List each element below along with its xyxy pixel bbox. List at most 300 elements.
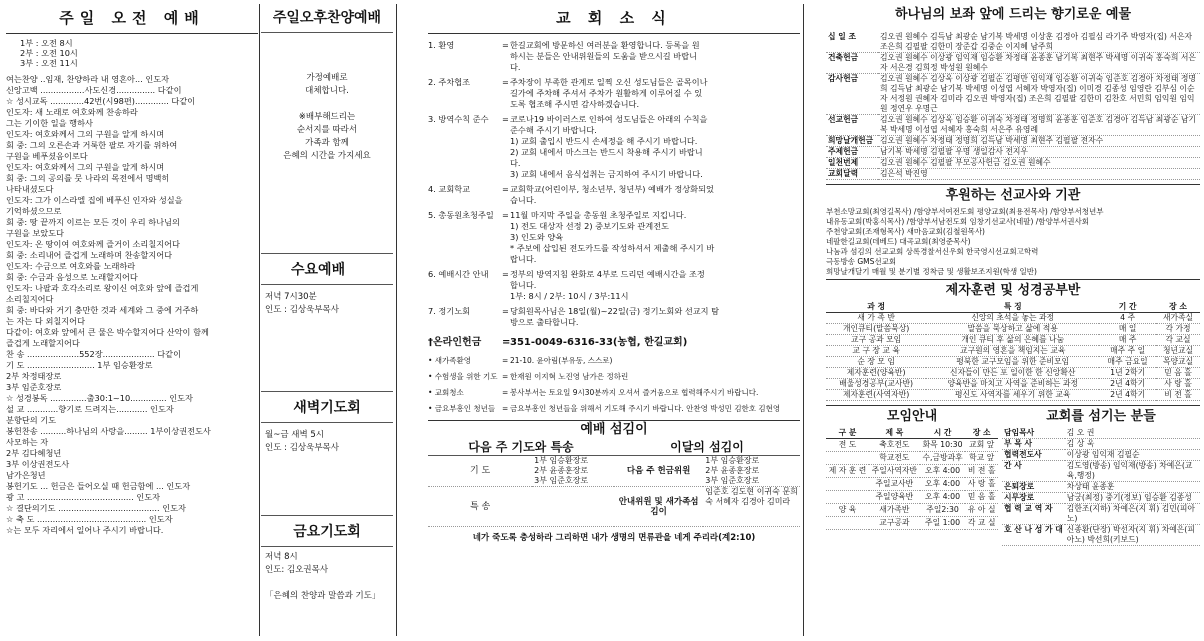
order-line: 2부 차정태장로 — [6, 371, 62, 381]
order-line: 회 중: 바다와 거기 충만한 것과 세계와 그 중에 거주하 — [6, 305, 199, 315]
order-line: 회 중: 수금과 음성으로 노래할지어다 — [6, 272, 138, 282]
divider — [803, 4, 804, 636]
training-col-head: 기 간 — [1099, 302, 1156, 313]
meeting-cell: 주일2:30 — [920, 504, 966, 517]
training-cell: 2년 4학기 — [1099, 379, 1156, 390]
training-cell: 매주 금요일 — [1099, 357, 1156, 368]
notice-label: • 교회청소 — [428, 388, 464, 397]
order-line: ☆ 성시교독 .............42번(시98편)............. 다같이 — [6, 96, 196, 106]
news-item: 7. 정기노회 = 당회원목사님은 18일(월)~22일(금) 정기노회와 선교지 탐 방으로 출타합니다. — [428, 306, 800, 328]
church-servants-title: 교회를 섬기는 분들 — [1046, 409, 1156, 424]
servant-row — [1002, 428, 1200, 439]
this-month-title: 이달의 섬김이 — [670, 440, 744, 454]
order-line: 3부 임준호장로 — [6, 382, 62, 392]
notice-item: • 새가족환영 = 21-10. 윤아림(부유동, 스스로) — [428, 356, 800, 366]
mission-line: 주천양교회(조재형목사) 새마음교회(김철원목사) — [826, 227, 985, 236]
servant-role: 간 사 — [1002, 461, 1065, 482]
meeting-cell: 주일사역자반 — [869, 465, 920, 478]
meeting-cell: 주일 1:00 — [920, 517, 966, 530]
training-header — [826, 302, 1200, 313]
news-item: 1. 환영 = 한길교회에 방문하신 여러분을 환영합니다. 등록을 원 하시는 분들은 안내위원들의 도움을 받으시길 바랍니 다. — [428, 40, 800, 73]
servants-table — [428, 456, 800, 527]
wednesday-service-body — [261, 291, 393, 317]
order-line: 분향단의 기도 — [6, 415, 57, 425]
news-line: 랍니다. — [510, 254, 537, 264]
prayer-label: 기 도 — [428, 456, 532, 487]
news-line: * 주보에 삽입된 전도카드를 작성하셔서 제출해 주시기 바 — [510, 243, 715, 253]
service-time: 2부 : 오전 10시 — [20, 48, 78, 58]
offering-row — [826, 115, 1200, 136]
order-line: 회 중: 그의 공의를 뭇 나라의 목전에서 명백히 — [6, 173, 170, 183]
order-line: 설 교 ............향기로 드려지는............ 인도자 — [6, 404, 174, 414]
order-line: 2부 김다혜청년 — [6, 448, 62, 458]
training-cell: 각 교실 — [1156, 335, 1200, 346]
news-line: 하시는 분들은 안내위원들의 도움을 받으시길 바랍니 — [510, 51, 698, 61]
meeting-cell: 교회 앞 — [965, 439, 998, 452]
special-song-label: 특 송 — [428, 487, 532, 527]
servant-row — [1002, 439, 1200, 450]
meeting-col-head: 시 간 — [920, 428, 966, 439]
divider — [396, 4, 397, 636]
meetings-title: 모임안내 — [886, 409, 938, 424]
mission-line: 희망날개달기 매월 및 분기별 정착금 및 생활보조지원(학생 일반) — [826, 267, 1037, 276]
notice-item: • 수험생을 위한 기도 = 한재원 이지혁 노진영 남가은 정하린 — [428, 372, 800, 382]
training-cell: 매주 주 일 — [1099, 346, 1156, 357]
order-line: 구원을 베푸셨음이로다 — [6, 151, 88, 161]
news-line: 길가에 주차해 주셔서 주차가 원활하게 이루어질 수 있 — [510, 88, 703, 98]
news-line: 1) 전도 대상자 선정 2) 중보기도와 관계전도 — [510, 221, 669, 231]
dawn-prayer — [261, 394, 393, 516]
meeting-row — [826, 478, 998, 491]
meeting-cell: 학교 앞 — [965, 452, 998, 465]
servant-role: 담임목사 — [1002, 428, 1065, 439]
order-line: ☆ 성경봉독 ..............출30:1~10.............. 인도자 — [6, 393, 193, 403]
afternoon-service-title: 주일오후찬양예배 — [261, 4, 393, 33]
order-line: 다같이: 여호와 앞에서 큰 물은 박수할지어다 산악이 함께 — [6, 327, 209, 337]
offering-kind: 일천번제 — [826, 158, 878, 169]
meeting-row — [826, 439, 998, 452]
training-row — [826, 357, 1200, 368]
news-line: 당회원목사님은 18일(월)~22일(금) 정기노회와 선교지 탐 — [510, 306, 720, 316]
mission-line: 부천소망교회(최영길목사) /함양부서여전도회 평양교회(최용전목사) /함양부서청년부 — [826, 207, 1104, 216]
service-time: 3부 : 오전 11시 — [20, 58, 78, 68]
offering-kind: 희망날개헌금 — [826, 136, 878, 147]
next-week-title: 다음 주 기도와 특송 — [468, 440, 574, 454]
offering-kind: 건축헌금 — [826, 53, 878, 74]
training-cell: 말씀을 묵상하고 삶에 적용 — [926, 324, 1099, 335]
order-line: 인도자: 나팔과 호각소리로 왕이신 여호와 앞에 즐겁게 — [6, 283, 199, 293]
body-line — [261, 59, 393, 72]
training-cell: 순 장 모 임 — [826, 357, 926, 368]
meeting-cell: 믿 음 홀 — [965, 491, 998, 504]
offering-names: 김오권 원혜수 차정태 정명희 김득남 박세명 최현주 김필팔 전자수 — [878, 136, 1200, 147]
meetings — [826, 406, 998, 546]
order-line: 남가은청년 — [6, 470, 46, 480]
meeting-cell: 오후 4:00 — [920, 478, 966, 491]
order-line: 봉헌찬송 ..........하나님의 사랑을......... 1부이상권전도사 — [6, 426, 211, 436]
training-cell: 제자훈련(양육반) — [826, 368, 926, 379]
order-line: 봉헌기도 ... 헌금은 들어오실 때 헌금함에 ... 인도자 — [6, 481, 191, 491]
order-line: 즐겁게 노래할지어다 — [6, 338, 80, 348]
training-title: 제자훈련 및 성경공부반 — [826, 279, 1200, 302]
offerings-table — [826, 32, 1200, 180]
online-offering: †온라인헌금 = 351-0049-6316-33(농협, 한길교회) — [428, 336, 800, 350]
guide-label: 안내위원 및 새가족섬김이 — [614, 487, 703, 527]
news-line: 준수해 주시기 바랍니다. — [510, 125, 597, 135]
meeting-cell: 수,금방과후 — [920, 452, 966, 465]
servant-role: 부 목 사 — [1002, 439, 1065, 450]
offering-names: 1부 임승환장로 2부 윤종훈장로 3부 임준호장로 — [703, 456, 800, 487]
meeting-col-head: 구 분 — [826, 428, 869, 439]
notice-text: 한재원 이지혁 노진영 남가은 정하린 — [510, 372, 629, 381]
offering-row — [826, 53, 1200, 74]
service-time: 1부 : 오전 8시 — [20, 38, 73, 48]
other-services-panel — [261, 4, 393, 636]
meeting-cell: 전 도 — [826, 439, 869, 452]
news-label: 4. 교회학교 — [428, 184, 471, 194]
body-line — [261, 98, 393, 111]
training-cell: 개인 큐티 후 삶의 은혜를 나눔 — [926, 335, 1099, 346]
meeting-header — [826, 428, 998, 439]
news-label: 1. 환영 — [428, 40, 455, 50]
order-line: 인도자: 새 노래로 여호와께 찬송하라 — [6, 107, 138, 117]
training-cell: 각 가정 — [1156, 324, 1200, 335]
news-items — [428, 40, 800, 328]
training-cell: 목양교실 — [1156, 357, 1200, 368]
order-line: 신앙고백 .................사도신경............... 다같이 — [6, 85, 182, 95]
training-cell: 개인큐티(말씀묵상) — [826, 324, 926, 335]
meeting-cell: 오후 4:00 — [920, 465, 966, 478]
order-line: 인도자: 수금으로 여호와를 노래하라 — [6, 261, 136, 271]
account-number: 351-0049-6316-33(농협, 한길교회) — [510, 337, 688, 348]
wednesday-service-title: 수요예배 — [261, 256, 393, 285]
morning-service-title: 주일 오전 예배 — [6, 4, 258, 34]
order-line: ☆는 모두 자리에서 일어나 주시기 바랍니다. — [6, 525, 164, 535]
meeting-cell: 비 전 홀 — [965, 465, 998, 478]
church-servants — [998, 406, 1200, 546]
offering-row — [826, 74, 1200, 115]
body-line: ※배부해드리는 — [298, 112, 356, 122]
offering-row — [826, 147, 1200, 158]
offering-names: 김은석 박진영 — [878, 169, 1200, 180]
news-line: 다. — [510, 158, 521, 168]
meeting-cell — [826, 478, 869, 491]
offering-label: 다음 주 헌금위원 — [614, 456, 703, 487]
news-label: 7. 정기노회 — [428, 306, 471, 316]
news-text — [510, 114, 800, 180]
training-cell: 신앙의 초석을 놓는 과정 — [926, 313, 1099, 324]
training-cell: 2년 4학기 — [1099, 390, 1156, 401]
meeting-cell: 오후 4:00 — [920, 491, 966, 504]
servant-role: 협력전도사 — [1002, 450, 1065, 461]
body-line: 대체합니다. — [305, 86, 349, 96]
news-text — [510, 269, 800, 302]
meetings-table — [826, 428, 998, 530]
news-text — [510, 77, 800, 110]
servant-names: 김 상 욱 — [1065, 439, 1200, 450]
meeting-cell: 주일교사반 — [869, 478, 920, 491]
friday-prayer-title: 금요기도회 — [261, 518, 393, 547]
news-line: 1) 교회 출입시 반드시 손세정을 해 주시기 바랍니다. — [510, 136, 698, 146]
training-row — [826, 335, 1200, 346]
training-row — [826, 390, 1200, 401]
training-table — [826, 302, 1200, 401]
training-row — [826, 324, 1200, 335]
mission-line: 나눔과 섬김의 선교교회 상록경찰서신우회 한국영시선교회고학력 — [826, 247, 1039, 256]
news-line: 합니다. — [510, 280, 537, 290]
news-item: 4. 교회학교 = 교회학교(어린이부, 청소년부, 청년부) 예배가 정상화되었 습니다. — [428, 184, 800, 206]
order-line: 나타내셨도다 — [6, 184, 54, 194]
order-line: 기억하셨으므로 — [6, 206, 62, 216]
notice-item: • 교회청소 = 봉사부서는 토요일 9시30분까지 오셔서 즐거움으로 협력해주시기 바랍니다. — [428, 388, 800, 398]
body-line: 저녁 7시30분 — [265, 292, 317, 302]
training-cell: 신자들이 만든 포 일이한 한 신앙확산 — [926, 368, 1099, 379]
training-col-head: 과 정 — [826, 302, 926, 313]
offering-kind: 감사헌금 — [826, 74, 878, 115]
news-line: 한길교회에 방문하신 여러분을 환영합니다. 등록을 원 — [510, 40, 700, 50]
servant-role: 은퇴장로 — [1002, 482, 1065, 493]
order-line: 여는찬양 ..임재, 찬양하라 내 영혼아... 인도자 — [6, 74, 170, 84]
news-item: 2. 주차협조 = 주차장이 부족한 관계로 일찍 오신 성도님들은 골목이나 길가에 주차해 주셔서 주차가 원활하게 이루어질 수 있 도록 협조해 주시면 감사하겠습니다. — [428, 77, 800, 110]
meeting-cell: 제 자 훈 련 — [826, 465, 869, 478]
missions-title: 후원하는 선교사와 기관 — [826, 184, 1200, 207]
short-notices — [428, 356, 800, 414]
meeting-cell — [826, 517, 869, 530]
servant-names: 남궁(최정) 중기(정보) 임승환 김종성 — [1065, 493, 1200, 504]
wednesday-service — [261, 256, 393, 392]
order-line: 회 중: 그의 오른손과 거룩한 팔로 자기를 위하여 — [6, 140, 178, 150]
body-line: 인도 : 김상욱부목사 — [265, 443, 339, 453]
meeting-col-head: 제 목 — [869, 428, 920, 439]
order-line: 회 중: 소리내어 즐겁게 노래하며 찬송할지어다 — [6, 250, 173, 260]
news-text — [510, 184, 800, 206]
offering-names: 김오권 원혜수 이상광 임익재 임승환 차정태 윤종훈 남기복 최현주 박세명 이귀숙 홍숙희 서은자 서은경 김희정 박성원 원혜수 — [878, 53, 1200, 74]
offering-kind: 주제헌금 — [826, 147, 878, 158]
servant-row — [1002, 493, 1200, 504]
offering-names: 남기복 박세명 김필팔 우명 생일감사 전지우 — [878, 147, 1200, 158]
order-line: 광 고 ......................................... 인도자 — [6, 492, 161, 502]
training-cell: 교 구 장 교 육 — [826, 346, 926, 357]
training-cell: 교구원의 영혼을 책임지는 교육 — [926, 346, 1099, 357]
notice-text: 21-10. 윤아림(부유동, 스스로) — [510, 356, 613, 365]
order-line: 사모하는 자 — [6, 437, 49, 447]
order-line: ☆ 결단의기도 ....................................... 인도자 — [6, 503, 186, 513]
training-row — [826, 346, 1200, 357]
training-row — [826, 313, 1200, 324]
servant-names: 김도영(방송) 임익재(방송) 차예은(교육,행정) — [1065, 461, 1200, 482]
offerings-panel — [826, 4, 1200, 636]
training-col-head: 특 징 — [926, 302, 1099, 313]
meeting-cell — [826, 452, 869, 465]
order-line: 인도자: 온 땅이여 여호와께 즐거이 소리칠지어다 — [6, 239, 180, 249]
news-line: 교회학교(어린이부, 청소년부, 청년부) 예배가 정상화되었 — [510, 184, 714, 194]
news-line: 습니다. — [510, 195, 537, 205]
servant-names: 차상태 윤종훈 — [1065, 482, 1200, 493]
mission-line: 내유동교회(박홍식목사) /함양부서남전도회 임창기선교사(네팔) /함양부서권사회 — [826, 217, 1089, 226]
training-cell: 믿 음 홀 — [1156, 368, 1200, 379]
meeting-cell: 화목 10:30 — [920, 439, 966, 452]
order-line: 인도자: 여호와께서 그의 구원을 알게 하시며 — [6, 162, 165, 172]
news-text — [510, 40, 800, 73]
meeting-cell: 주일양육반 — [869, 491, 920, 504]
offering-kind: 교회달력 — [826, 169, 878, 180]
servant-row — [1002, 482, 1200, 493]
meeting-cell: 각 교 실 — [965, 517, 998, 530]
servant-names: 이상광 임익재 김필순 — [1065, 450, 1200, 461]
meeting-row — [826, 465, 998, 478]
offering-names: 김오권 원혜수 김상욱 이상광 김필순 김평만 임익재 임승환 이귀숙 임준호 김경아 차정태 정명희 김득남 최광순 남기복 박세명 이성엽 서혜자 박영자(집) 이미경 김종성 임영란 김부심 이순자 서정원 권혜자 김미라 김오권 박영자(집) 조은희 김필팔 김한미 김찬호 서민희 임익원 임익원 정연우 우명근 — [878, 74, 1200, 115]
order-line: 는 자는 다 외칠지어다 — [6, 316, 85, 326]
training-cell: 양육반을 마치고 사역을 준비하는 과정 — [926, 379, 1099, 390]
servant-row — [1002, 461, 1200, 482]
guide-names: 임준호 김도현 이귀숙 문희숙 서혜자 김경아 김미라 — [703, 487, 800, 527]
worship-servants — [428, 420, 800, 543]
servant-names: 김한조(지하) 차예은(지 휘) 김민(피아노) — [1065, 504, 1200, 525]
training-cell: 매 주 — [1099, 335, 1156, 346]
training-cell: 평북한 교구모임을 위한 준비모임 — [926, 357, 1099, 368]
offering-names: 김오권 원혜수 김필팔 부모공사헌금 김오권 원혜수 — [878, 158, 1200, 169]
order-line: 3부 이상권전도사 — [6, 459, 70, 469]
training-cell: 제자훈련(사역자반) — [826, 390, 926, 401]
meeting-cell: 양 육 — [826, 504, 869, 517]
servant-names: 김 오 권 — [1065, 428, 1200, 439]
divider — [259, 4, 260, 636]
order-line: ☆ 축 도 .......................................... 인도자 — [6, 514, 173, 524]
offering-kind: 십 일 조 — [826, 32, 878, 53]
training-cell: 비 전 홀 — [1156, 390, 1200, 401]
mission-line: 극동방송 GMS선교회 — [826, 257, 897, 266]
news-text — [510, 306, 800, 328]
servant-role: 협 력 교 역 자 — [1002, 504, 1065, 525]
morning-service-panel — [6, 4, 258, 636]
offering-names: 김오권 원혜수 김상욱 임승환 이귀숙 차정태 정명희 윤종훈 임준호 김경아 김득남 최광순 남기복 박세명 이성엽 서혜자 홍숙희 서은주 유영례 — [878, 115, 1200, 136]
order-line: 그는 기이한 일을 행하사 — [6, 118, 93, 128]
servant-role: 시무장로 — [1002, 493, 1065, 504]
offering-row — [826, 136, 1200, 147]
offering-row — [826, 169, 1200, 180]
news-line: 정부의 방역지침 완화로 4부로 드리던 예배시간을 조정 — [510, 269, 705, 279]
servant-names: 신종환(단장) 박선자(지 휘) 차예은(피아노) 박선희(키보드) — [1065, 525, 1200, 546]
training-cell: 새가족실 — [1156, 313, 1200, 324]
order-line: 기 도 .......................... 1부 임승환장로 — [6, 360, 153, 370]
meeting-cell — [826, 491, 869, 504]
mission-line: 네팔한길교회(데베드) 대곡교회(최영준목사) — [826, 237, 971, 246]
servant-row — [1002, 504, 1200, 525]
body-line: 월~금 새벽 5시 — [265, 430, 324, 440]
news-line: 2) 교회 내에서 마스크는 반드시 착용해 주시기 바랍니 — [510, 147, 703, 157]
meeting-row — [826, 504, 998, 517]
meeting-row — [826, 491, 998, 504]
news-line: 다. — [510, 62, 521, 72]
body-line: 인도: 김오권목사 — [265, 565, 329, 575]
notice-text: 봉사부서는 토요일 9시30분까지 오셔서 즐거움으로 협력해주시기 바랍니다. — [510, 388, 759, 397]
friday-prayer — [261, 518, 393, 636]
news-line: 방으로 출타합니다. — [510, 317, 579, 327]
afternoon-service-body — [261, 59, 393, 163]
notice-label: • 수험생을 위한 기도 — [428, 372, 498, 381]
news-line: 코로나19 바이러스로 인하여 성도님들은 아래의 수칙을 — [510, 114, 708, 124]
servant-row — [1002, 450, 1200, 461]
order-of-service — [6, 74, 258, 536]
notice-label: • 새가족환영 — [428, 356, 472, 365]
news-label: 5. 총동원초청주일 — [428, 210, 494, 220]
body-line: 가정예배로 — [306, 73, 348, 83]
church-news-title: 교 회 소 식 — [428, 4, 800, 34]
body-line: 가족과 함께 — [305, 138, 349, 148]
offering-names: 김오권 원혜수 김득남 최광순 남기복 박세명 이상훈 김경아 김필심 라기주 박영자(집) 서은자 조은희 김필팔 김한미 장준갑 김중순 이지혜 남주희 — [878, 32, 1200, 53]
news-line: 11월 마지막 주일을 총동원 초청주일로 지킵니다. — [510, 210, 687, 220]
meeting-row — [826, 517, 998, 530]
news-item: 6. 예배시간 안내 = 정부의 방역지침 완화로 4부로 드리던 예배시간을 조정 합니다. 1부: 8시 / 2부: 10시 / 3부:11시 — [428, 269, 800, 302]
training-row — [826, 368, 1200, 379]
online-offering-label: †온라인헌금 — [428, 337, 482, 348]
dawn-prayer-body — [261, 429, 393, 455]
notice-text: 금요부흥인 청년들을 위해서 기도해 주시기 바랍니다. 안찬영 박성민 김한호 김현영 — [510, 404, 781, 413]
order-line: 소리칠지어다 — [6, 294, 54, 304]
meeting-row — [826, 452, 998, 465]
body-line: 순서지를 따라서 — [296, 125, 358, 135]
body-line — [265, 577, 393, 590]
training-cell: 4 주 — [1099, 313, 1156, 324]
training-cell: 배울성경공부(교사반) — [826, 379, 926, 390]
training-row — [826, 379, 1200, 390]
bible-verse: 네가 죽도록 충성하라 그리하면 내가 생명의 면류관을 네게 주리라(계2:10) — [472, 533, 756, 543]
news-line: 3) 인도와 양육 — [510, 232, 564, 242]
body-line: 인도 : 김상욱부목사 — [265, 305, 339, 315]
news-line: 도록 협조해 주시면 감사하겠습니다. — [510, 99, 640, 109]
notice-item: • 금요부흥인 청년들 = 금요부흥인 청년들을 위해서 기도해 주시기 바랍니다. 안찬영 박성민 김한호 김현영 — [428, 404, 800, 414]
offering-kind: 선교헌금 — [826, 115, 878, 136]
order-line: 찬 송 ....................552장.................... 다같이 — [6, 349, 181, 359]
news-label: 3. 방역수칙 준수 — [428, 114, 489, 124]
news-item: 5. 총동원초청주일 = 11월 마지막 주일을 총동원 초청주일로 지킵니다. 1) 전도 대상자 선정 2) 중보기도와 관계전도 3) 인도와 양육 * 주보에 삽입된 전도카드를 작성하셔서 제출해 주시기 바 랍니다. — [428, 210, 800, 265]
body-line: 「은혜의 찬양과 말씀과 기도」 — [265, 591, 381, 601]
news-line: 1부: 8시 / 2부: 10시 / 3부:11시 — [510, 291, 629, 301]
training-col-head: 장 소 — [1156, 302, 1200, 313]
news-label: 6. 예배시간 안내 — [428, 269, 489, 279]
body-line: 저녁 8시 — [265, 552, 298, 562]
training-cell: 1년 2학기 — [1099, 368, 1156, 379]
offering-row — [826, 32, 1200, 53]
servant-role: 호 산 나 성 가 대 — [1002, 525, 1065, 546]
news-line: 주차장이 부족한 관계로 일찍 오신 성도님들은 골목이나 — [510, 77, 708, 87]
order-line: 인도자: 여호와께서 그의 구원을 알게 하시며 — [6, 129, 165, 139]
meeting-cell: 교구공과 — [869, 517, 920, 530]
order-line: 인도자: 그가 이스라엘 집에 베푸신 인자와 성실을 — [6, 195, 183, 205]
training-cell: 교구 공과 모임 — [826, 335, 926, 346]
offerings-title: 하나님의 보좌 앞에 드리는 향기로운 예물 — [894, 7, 1132, 22]
body-line: 은혜의 시간을 가지세요 — [283, 151, 371, 161]
missions-list — [826, 207, 1200, 277]
meeting-col-head: 장 소 — [965, 428, 998, 439]
order-line: 회 중: 땅 끝까지 이르는 모든 것이 우리 하나님의 — [6, 217, 180, 227]
dawn-prayer-title: 새벽기도회 — [261, 394, 393, 423]
order-line: 구원을 보았도다 — [6, 228, 64, 238]
meeting-cell: 새가족반 — [869, 504, 920, 517]
news-item: 3. 방역수칙 준수 = 코로나19 바이러스로 인하여 성도님들은 아래의 수칙을 준수해 주시기 바랍니다. 1) 교회 출입시 반드시 손세정을 해 주시기 바랍니다. 2) 교회 내에서 마스크는 반드시 착용해 주시기 바랍니 다. 3) 교회 내에서 음식섭취는 금지하여 주시기 바랍니다. — [428, 114, 800, 180]
meeting-cell: 사 랑 홀 — [965, 478, 998, 491]
offering-row — [826, 158, 1200, 169]
meeting-cell: 학교전도 — [869, 452, 920, 465]
news-label: 2. 주차협조 — [428, 77, 471, 87]
church-servants-table — [1002, 428, 1200, 546]
meeting-cell: 축호전도 — [869, 439, 920, 452]
news-text — [510, 210, 800, 265]
afternoon-service — [261, 4, 393, 254]
worship-servants-title: 예배 섬김이 — [580, 422, 648, 437]
servant-row — [1002, 525, 1200, 546]
training-cell: 평신도 사역자를 세우기 위한 교육 — [926, 390, 1099, 401]
